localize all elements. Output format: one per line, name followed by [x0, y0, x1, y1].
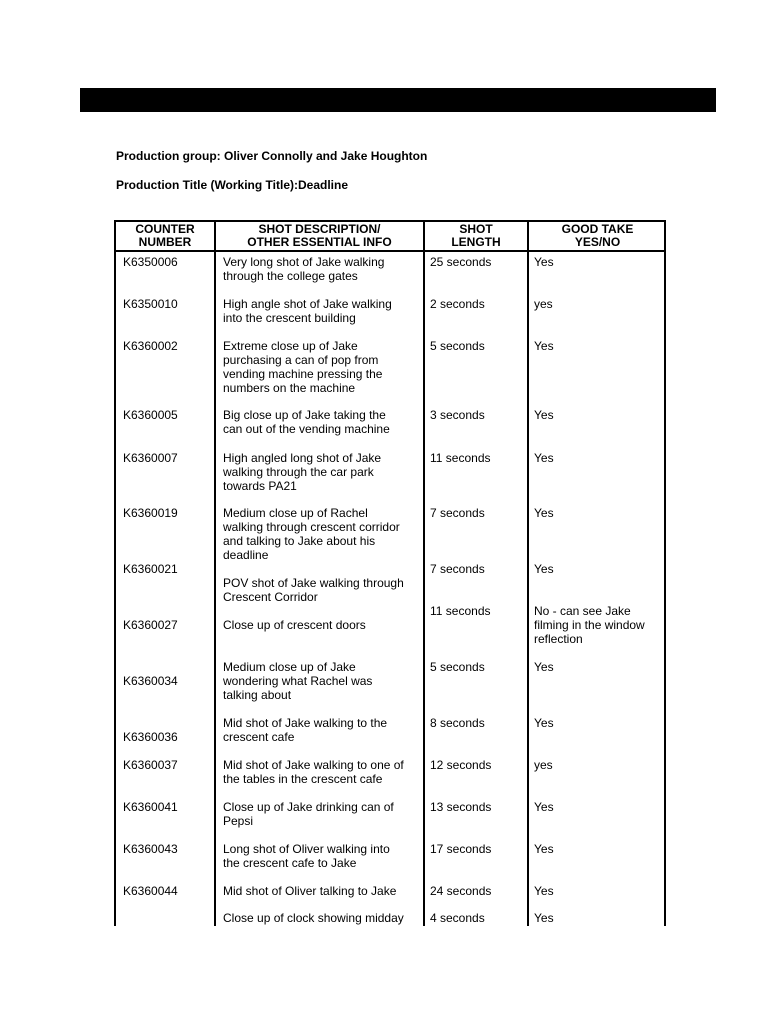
- shot-length-cell: 12 seconds: [430, 758, 492, 772]
- shot-description-cell: Very long shot of Jake walking through the college gates: [223, 255, 385, 283]
- shot-length-cell: 7 seconds: [430, 506, 485, 520]
- good-take-cell: Yes: [534, 408, 554, 422]
- good-take-cell: Yes: [534, 842, 554, 856]
- good-take-cell: Yes: [534, 716, 554, 730]
- shot-description-cell: High angle shot of Jake walking into the crescent building: [223, 297, 392, 325]
- shot-length-cell: 11 seconds: [430, 451, 491, 465]
- counter-number-cell: K6350010: [123, 297, 178, 311]
- header-bar: [80, 88, 716, 112]
- shot-description-cell: Medium close up of Rachel walking through crescent corridor and talking to Jake about his deadline: [223, 506, 400, 562]
- shot-length-cell: 25 seconds: [430, 255, 492, 269]
- good-take-cell: yes: [534, 758, 553, 772]
- shot-description-cell: Close up of crescent doors: [223, 618, 366, 632]
- counter-number-cell: K6360027: [123, 618, 178, 632]
- shot-length-cell: 5 seconds: [430, 339, 485, 353]
- good-take-cell: Yes: [534, 255, 554, 269]
- counter-number-cell: K6360002: [123, 339, 178, 353]
- column-divider: [527, 222, 529, 926]
- shot-length-cell: 17 seconds: [430, 842, 492, 856]
- good-take-cell: Yes: [534, 562, 554, 576]
- shot-description-cell: Mid shot of Jake walking to one of the tables in the crescent cafe: [223, 758, 404, 786]
- header-shot-description: SHOT DESCRIPTION/ OTHER ESSENTIAL INFO: [247, 222, 392, 249]
- counter-number-cell: K6360037: [123, 758, 178, 772]
- shot-length-cell: 5 seconds: [430, 660, 485, 674]
- shot-description-cell: POV shot of Jake walking through Crescent Corridor: [223, 576, 404, 604]
- counter-number-cell: K6360019: [123, 506, 178, 520]
- shot-description-cell: Big close up of Jake taking the can out of the vending machine: [223, 408, 390, 436]
- good-take-cell: Yes: [534, 451, 554, 465]
- good-take-cell: yes: [534, 297, 553, 311]
- shot-description-cell: High angled long shot of Jake walking through the car park towards PA21: [223, 451, 382, 493]
- shot-description-cell: Close up of clock showing midday: [223, 911, 404, 925]
- production-title: Production Title (Working Title):Deadline: [116, 178, 349, 192]
- counter-number-cell: K6360043: [123, 842, 178, 856]
- shot-description-cell: Mid shot of Jake walking to the crescent cafe: [223, 716, 388, 744]
- shot-length-cell: 3 seconds: [430, 408, 485, 422]
- header-shot-length: SHOT LENGTH: [451, 222, 501, 249]
- shot-length-cell: 7 seconds: [430, 562, 485, 576]
- good-take-cell: Yes: [534, 660, 554, 674]
- shot-description-cell: Mid shot of Oliver talking to Jake: [223, 884, 397, 898]
- counter-number-cell: K6360036: [123, 730, 178, 744]
- counter-number-cell: K6360044: [123, 884, 178, 898]
- header-good-take: GOOD TAKE YES/NO: [561, 222, 634, 249]
- good-take-cell: Yes: [534, 800, 554, 814]
- shot-description-cell: Long shot of Oliver walking into the crescent cafe to Jake: [223, 842, 390, 870]
- good-take-cell: Yes: [534, 506, 554, 520]
- counter-number-cell: K6360034: [123, 674, 178, 688]
- table-header-row: [116, 222, 664, 252]
- header-counter-number: COUNTER NUMBER: [135, 222, 195, 249]
- counter-number-cell: K6360007: [123, 451, 178, 465]
- shot-length-cell: 2 seconds: [430, 297, 485, 311]
- shot-length-cell: 24 seconds: [430, 884, 492, 898]
- counter-number-cell: K6350006: [123, 255, 178, 269]
- counter-number-cell: K6360041: [123, 800, 178, 814]
- shot-length-cell: 13 seconds: [430, 800, 492, 814]
- counter-number-cell: K6360005: [123, 408, 178, 422]
- production-group: Production group: Oliver Connolly and Jake Houghton: [116, 149, 428, 163]
- shot-table: [114, 220, 666, 926]
- shot-length-cell: 8 seconds: [430, 716, 485, 730]
- good-take-cell: Yes: [534, 339, 554, 353]
- shot-length-cell: 4 seconds: [430, 911, 485, 925]
- shot-description-cell: Extreme close up of Jake purchasing a can of pop from vending machine pressing the numbers on the machine: [223, 339, 383, 395]
- good-take-cell: No - can see Jake filming in the window reflection: [534, 604, 645, 646]
- good-take-cell: Yes: [534, 911, 554, 925]
- shot-description-cell: Medium close up of Jake wondering what Rachel was talking about: [223, 660, 373, 702]
- column-divider: [423, 222, 425, 926]
- shot-length-cell: 11 seconds: [430, 604, 491, 618]
- shot-description-cell: Close up of Jake drinking can of Pepsi: [223, 800, 394, 828]
- counter-number-cell: K6360021: [123, 562, 178, 576]
- column-divider: [214, 222, 216, 926]
- good-take-cell: Yes: [534, 884, 554, 898]
